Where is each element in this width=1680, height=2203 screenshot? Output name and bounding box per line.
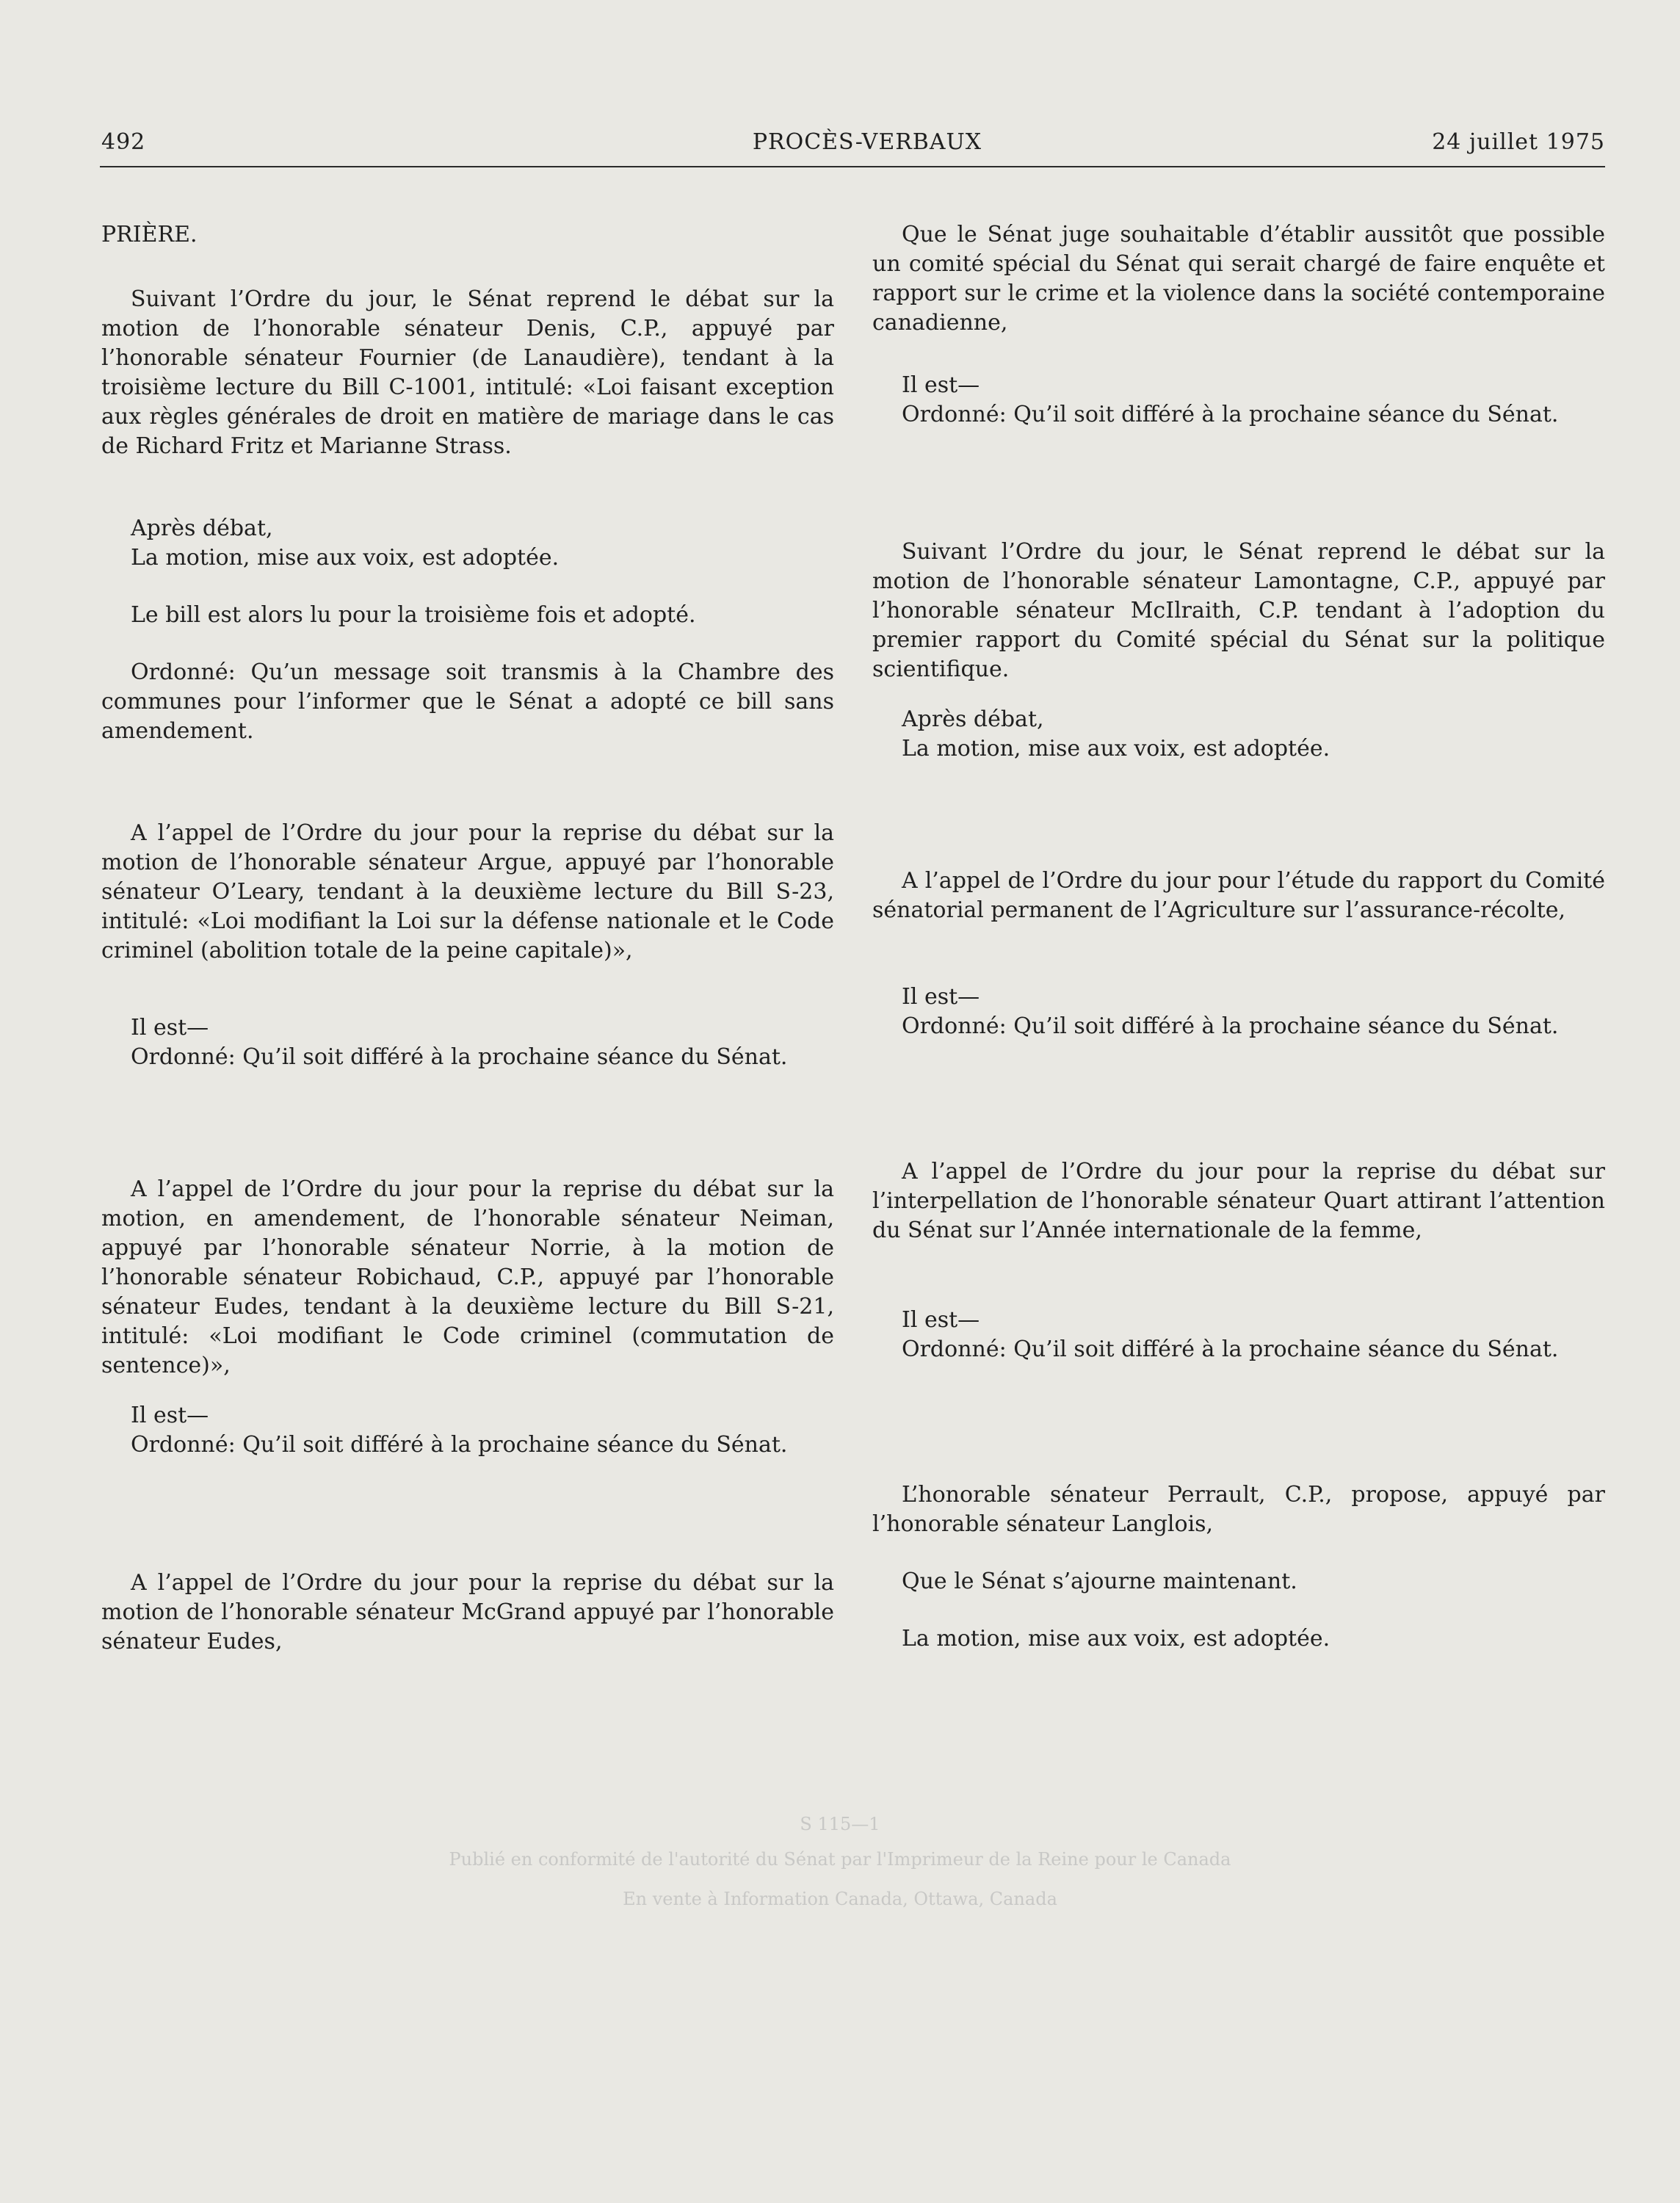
paragraph-message-chambre: Ordonné: Qu’un message soit transmis à la Chambre des communes pour l’informer que le Sénat a adopté ce bill sans amendement.	[101, 659, 834, 744]
paragraph-politique-scientifique: Suivant l’Ordre du jour, le Sénat reprend le débat sur la motion de l’honorable sénateur Lamontagne, C.P., appuyé par l’honorable sénateur McIlraith, C.P. tendant à l’adoption du premier rapport du Comité spécial du Sénat sur la politique scientifique.	[872, 539, 1605, 682]
page-date: 24 juillet 1975	[1432, 129, 1605, 155]
paragraph-assurance-recolte: A l’appel de l’Ordre du jour pour l’étude du rapport du Comité sénatorial permanent de l’Agriculture sur l’assurance-récolte,	[872, 868, 1605, 923]
page-header	[100, 125, 1605, 167]
paragraph-perrault: L’honorable sénateur Perrault, C.P., propose, appuyé par l’honorable sénateur Langlois,	[872, 1482, 1605, 1537]
paragraph-bill-s23: A l’appel de l’Ordre du jour pour la reprise du débat sur la motion de l’honorable sénateur Argue, appuyé par l’honorable sénateur O’Leary, tendant à la deuxième lecture du Bill S-23, intitulé: «Loi modifiant la Loi sur la défense nationale et le Code criminel (abolition totale de la peine capitale)»,	[101, 820, 834, 963]
page-number: 492	[101, 129, 146, 155]
paragraph-annee-femme: A l’appel de l’Ordre du jour pour la reprise du débat sur l’interpellation de l’honorable sénateur Quart attirant l’attention du Sénat sur l’Année internationale de la femme,	[872, 1159, 1605, 1243]
paragraph-ordonne: Ordonné: Qu’il soit différé à la prochaine séance du Sénat.	[902, 1013, 1559, 1039]
paragraph-il-est: Il est—	[131, 1403, 209, 1428]
paragraph-il-est: Il est—	[902, 1307, 980, 1333]
paragraph-troisieme-lecture: Le bill est alors lu pour la troisième fois et adopté.	[131, 602, 696, 628]
paragraph-apres-debat: Après débat, La motion, mise aux voix, est adoptée.	[902, 706, 1330, 762]
paragraph-mcgrand: A l’appel de l’Ordre du jour pour la reprise du débat sur la motion de l’honorable sénateur McGrand appuyé par l’honorable sénateur Eudes,	[101, 1570, 834, 1654]
paragraph-bill-s21: A l’appel de l’Ordre du jour pour la reprise du débat sur la motion, en amendement, de l’honorable sénateur Neiman, appuyé par l’honorable sénateur Norrie, à la motion de l’honorable sénateur Robichaud, C.P., appuyé par l’honorable sénateur Eudes, tendant à la deuxième lecture du Bill S-21, intitulé: «Loi modifiant le Code criminel (commutation de sentence)»,	[101, 1176, 834, 1378]
paragraph-ordonne: Ordonné: Qu’il soit différé à la prochaine séance du Sénat.	[902, 1336, 1559, 1362]
footer-code: S 115—1	[800, 1814, 880, 1834]
paragraph-ordonne: Ordonné: Qu’il soit différé à la prochaine séance du Sénat.	[131, 1432, 788, 1458]
paragraph-priere: PRIÈRE.	[101, 222, 198, 247]
paragraph-il-est: Il est—	[902, 372, 980, 398]
paragraph-ordonne: Ordonné: Qu’il soit différé à la prochaine séance du Sénat.	[902, 402, 1559, 427]
paragraph-adoptee: La motion, mise aux voix, est adoptée.	[902, 1626, 1330, 1652]
paragraph-ajourne: Que le Sénat s’ajourne maintenant.	[902, 1569, 1297, 1594]
paragraph-il-est: Il est—	[131, 1015, 209, 1041]
paragraph-comite-crime: Que le Sénat juge souhaitable d’établir aussitôt que possible un comité spécial du Sénat qui serait chargé de faire enquête et rapport sur le crime et la violence dans la société contemporaine canadienne,	[872, 222, 1605, 336]
page-title: PROCÈS-VERBAUX	[752, 129, 982, 155]
paragraph-ordonne: Ordonné: Qu’il soit différé à la prochaine séance du Sénat.	[131, 1044, 788, 1070]
paragraph-bill-c1001: Suivant l’Ordre du jour, le Sénat reprend le débat sur la motion de l’honorable sénateur Denis, C.P., appuyé par l’honorable sénateur Fournier (de Lanaudière), tendant à la troisième lecture du Bill C-1001, intitulé: «Loi faisant exception aux règles générales de droit en matière de mariage dans le cas de Richard Fritz et Marianne Strass.	[101, 286, 834, 459]
paragraph-il-est: Il est—	[902, 984, 980, 1010]
footer-sales: En vente à Information Canada, Ottawa, Canada	[623, 1889, 1057, 1909]
footer-publisher: Publié en conformité de l'autorité du Sénat par l'Imprimeur de la Reine pour le Canada	[449, 1849, 1231, 1870]
paragraph-apres-debat: Après débat, La motion, mise aux voix, est adoptée.	[131, 516, 560, 571]
